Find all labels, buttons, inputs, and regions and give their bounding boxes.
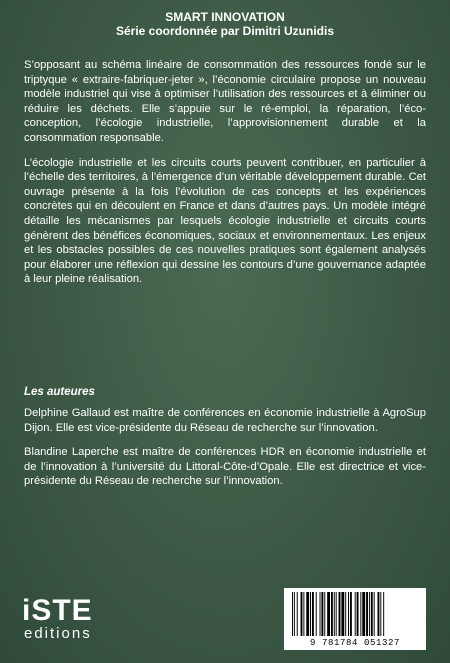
barcode-bar bbox=[316, 592, 317, 636]
author-bio-1: Delphine Gallaud est maître de conférences en économie industrielle à AgroSup Dijon. Elle est vice-présidente du Réseau de recherche sur l’innovation. bbox=[24, 407, 426, 434]
barcode-bar bbox=[383, 592, 384, 636]
barcode-bar bbox=[327, 592, 330, 636]
barcode-bar bbox=[339, 592, 341, 636]
barcode-bar bbox=[297, 592, 298, 636]
barcode-bar bbox=[334, 592, 335, 636]
barcode-bar bbox=[312, 592, 314, 636]
barcode-bar bbox=[292, 592, 293, 636]
barcode-bar bbox=[378, 592, 380, 636]
barcode-bar bbox=[355, 592, 356, 636]
logo-main-text: iSTE bbox=[22, 594, 93, 627]
summary-paragraph-2: L’écologie industrielle et les circuits courts peuvent contribuer, en particulier à l’échelle des territoires, à l’émergence d’un véritable développement durable. Cet ouvrage présente à la fois l’évolution de ces concepts et les expériences concrètes qui en découlent en France et dans d’autres pays. Un modèle intégré détaille les mécanismes par lesquels écologie industrielle et circuits courts génèrent des bénéfices économiques, sociaux et environnementaux. Les enjeux et les obstacles possibles de ces nouvelles pratiques sont également analysés pour élaborer une réflexion qui dessine les contours d’une gouvernance adaptée à leur pleine réalisation. bbox=[24, 156, 426, 286]
barcode-bar bbox=[341, 592, 344, 636]
barcode-bar bbox=[294, 592, 295, 636]
barcode-bar bbox=[362, 592, 365, 636]
series-editor: Série coordonnée par Dimitri Uzunidis bbox=[115, 24, 335, 38]
logo-sub-text: editions bbox=[24, 625, 92, 642]
barcode-bar bbox=[345, 592, 346, 636]
barcode-bar bbox=[371, 592, 373, 636]
authors-heading: Les auteures bbox=[24, 386, 95, 398]
barcode-bar bbox=[369, 592, 370, 636]
barcode-bar bbox=[350, 592, 352, 636]
publisher-logo bbox=[22, 596, 140, 646]
isbn-number: 9 781784 051327 bbox=[309, 638, 400, 648]
barcode-bar bbox=[331, 592, 333, 636]
barcode-bars bbox=[290, 592, 420, 636]
barcode-bar bbox=[360, 592, 361, 636]
summary bbox=[24, 58, 426, 297]
summary-paragraph-1: S’opposant au schéma linéaire de consommation des ressources fondé sur le triptyque « extraire-fabriquer-jeter », l’économie circulaire propose un nouveau modèle industriel qui vise à optimiser l’utilisation des ressources et à éliminer ou réduire les déchets. Elle s’appuie sur le ré-emploi, la réparation, l’éco-conception, l’écologie industrielle, l’approvisionnement durable et la consommation responsable. bbox=[24, 59, 426, 144]
barcode-bar bbox=[366, 592, 368, 636]
barcode-bar bbox=[380, 592, 381, 636]
barcode-bar bbox=[336, 592, 337, 636]
series-header bbox=[0, 10, 450, 38]
barcode-bar bbox=[321, 592, 323, 636]
series-title: SMART INNOVATION bbox=[165, 10, 285, 24]
barcode-bar bbox=[301, 592, 303, 636]
author-bio-2: Blandine Laperche est maître de conférences HDR en économie industrielle et de l’innovation à l’université du Littoral-Côte-d’Opale. Elle est directrice et vice-présidente du Réseau de recherche sur l’innovation. bbox=[24, 446, 426, 488]
barcode-bar bbox=[348, 592, 349, 636]
barcode-bar bbox=[303, 592, 304, 636]
barcode bbox=[284, 588, 426, 650]
authors-section bbox=[24, 406, 426, 499]
barcode-bar bbox=[357, 592, 359, 636]
barcode-bar bbox=[320, 592, 321, 636]
barcode-bar bbox=[324, 592, 325, 636]
barcode-bar bbox=[374, 592, 375, 636]
barcode-bar bbox=[306, 592, 309, 636]
barcode-bar bbox=[310, 592, 311, 636]
